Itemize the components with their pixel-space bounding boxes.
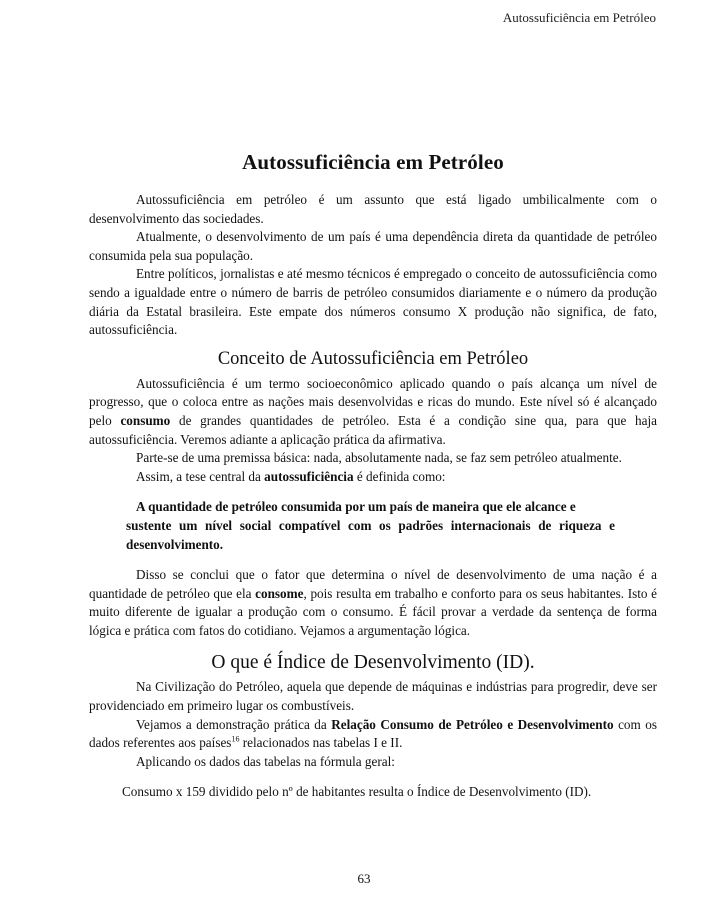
page-title: Autossuficiência em Petróleo [242,150,504,174]
text-run: relacionados nas tabelas I e II. [239,735,403,751]
text-run: de grandes quantidades de petróleo. Esta é a condição sine qua, para que haja autossuficiência. Veremos adiante a aplicação prática da afirmativa. [89,412,657,447]
bold-term-consumo: consumo [120,412,171,428]
concept-paragraph-4 [89,566,657,640]
intro-paragraph-3: Entre políticos, jornalistas e até mesmo técnicos é empregado o conceito de autossuficiência como sendo a igualdade entre o número de barris de petróleo consumidos diariamente e o número da produção diária da Estatal brasileira. Este empate dos números consumo X produção não significa, de fato, autossuficiência. [89,266,657,338]
bold-term-consome: consome [255,585,304,601]
id-paragraph-1: Na Civilização do Petróleo, aquela que depende de máquinas e indústrias para progredir, deve ser providenciado em primeiro lugar os combustíveis. [89,679,657,714]
concept-paragraph-2: Parte-se de uma premissa básica: nada, absolutamente nada, se faz sem petróleo atualmente. [136,450,622,466]
id-paragraph-2 [89,716,657,753]
concept-paragraph-1 [89,375,657,449]
bold-relation-title: Relação Consumo de Petróleo e Desenvolvimento [331,716,614,732]
running-header: Autossuficiência em Petróleo [502,10,656,25]
text-run: Vejamos a demonstração prática da [136,716,332,732]
quote-rest: sustente um nível social compatível com os padrões internacionais de riqueza e desenvolvimento. [126,517,615,552]
formula-line: Consumo x 159 dividido pelo nº de habitantes resulta o Índice de Desenvolvimento (ID). [122,784,592,800]
quote-line-1: A quantidade de petróleo consumida por um país de maneira que ele alcance e [136,499,576,515]
text-run: Assim, a tese central da [136,468,265,484]
section-heading-id: O que é Índice de Desenvolvimento (ID). [211,652,535,674]
id-paragraph-3: Aplicando os dados das tabelas na fórmula geral: [136,753,395,769]
bold-term-autossuficiencia: autossuficiência [264,468,354,484]
concept-paragraph-3 [89,468,657,487]
intro-paragraph-2: Atualmente, o desenvolvimento de um país é uma dependência direta da quantidade de petróleo consumida pela sua população. [89,229,657,263]
definition-quote [126,498,615,554]
text-run: , pois resulta em trabalho e conforto para os seus habitantes. Isto é muito diferente de igualar a produção com o consumo. É fácil provar a verdade da sentença de forma lógica e prática com fatos do cotidiano. Vejamos a argumentação lógica. [89,585,658,638]
text-run: Disso se conclui que o fator que determina o nível de desenvolvimento de uma nação é a quantidade de petróleo que ela [89,567,657,601]
page-content [89,150,657,802]
section-heading-concept: Conceito de Autossuficiência em Petróleo [217,348,529,369]
page-number: 63 [357,871,371,886]
intro-paragraph-1: Autossuficiência em petróleo é um assunto que está ligado umbilicalmente com o desenvolvimento das sociedades. [89,192,657,226]
text-run: Autossuficiência é um termo socioeconômico aplicado quando o país alcança um nível de progresso, que o coloca entre as nações mais desenvolvidas e ricas do mundo. Este nível só é alcançado pelo [89,375,657,428]
text-run: com os dados referentes aos países [89,716,657,751]
text-run: é definida como: [353,468,446,484]
footnote-ref[interactable]: 16 [231,734,240,744]
